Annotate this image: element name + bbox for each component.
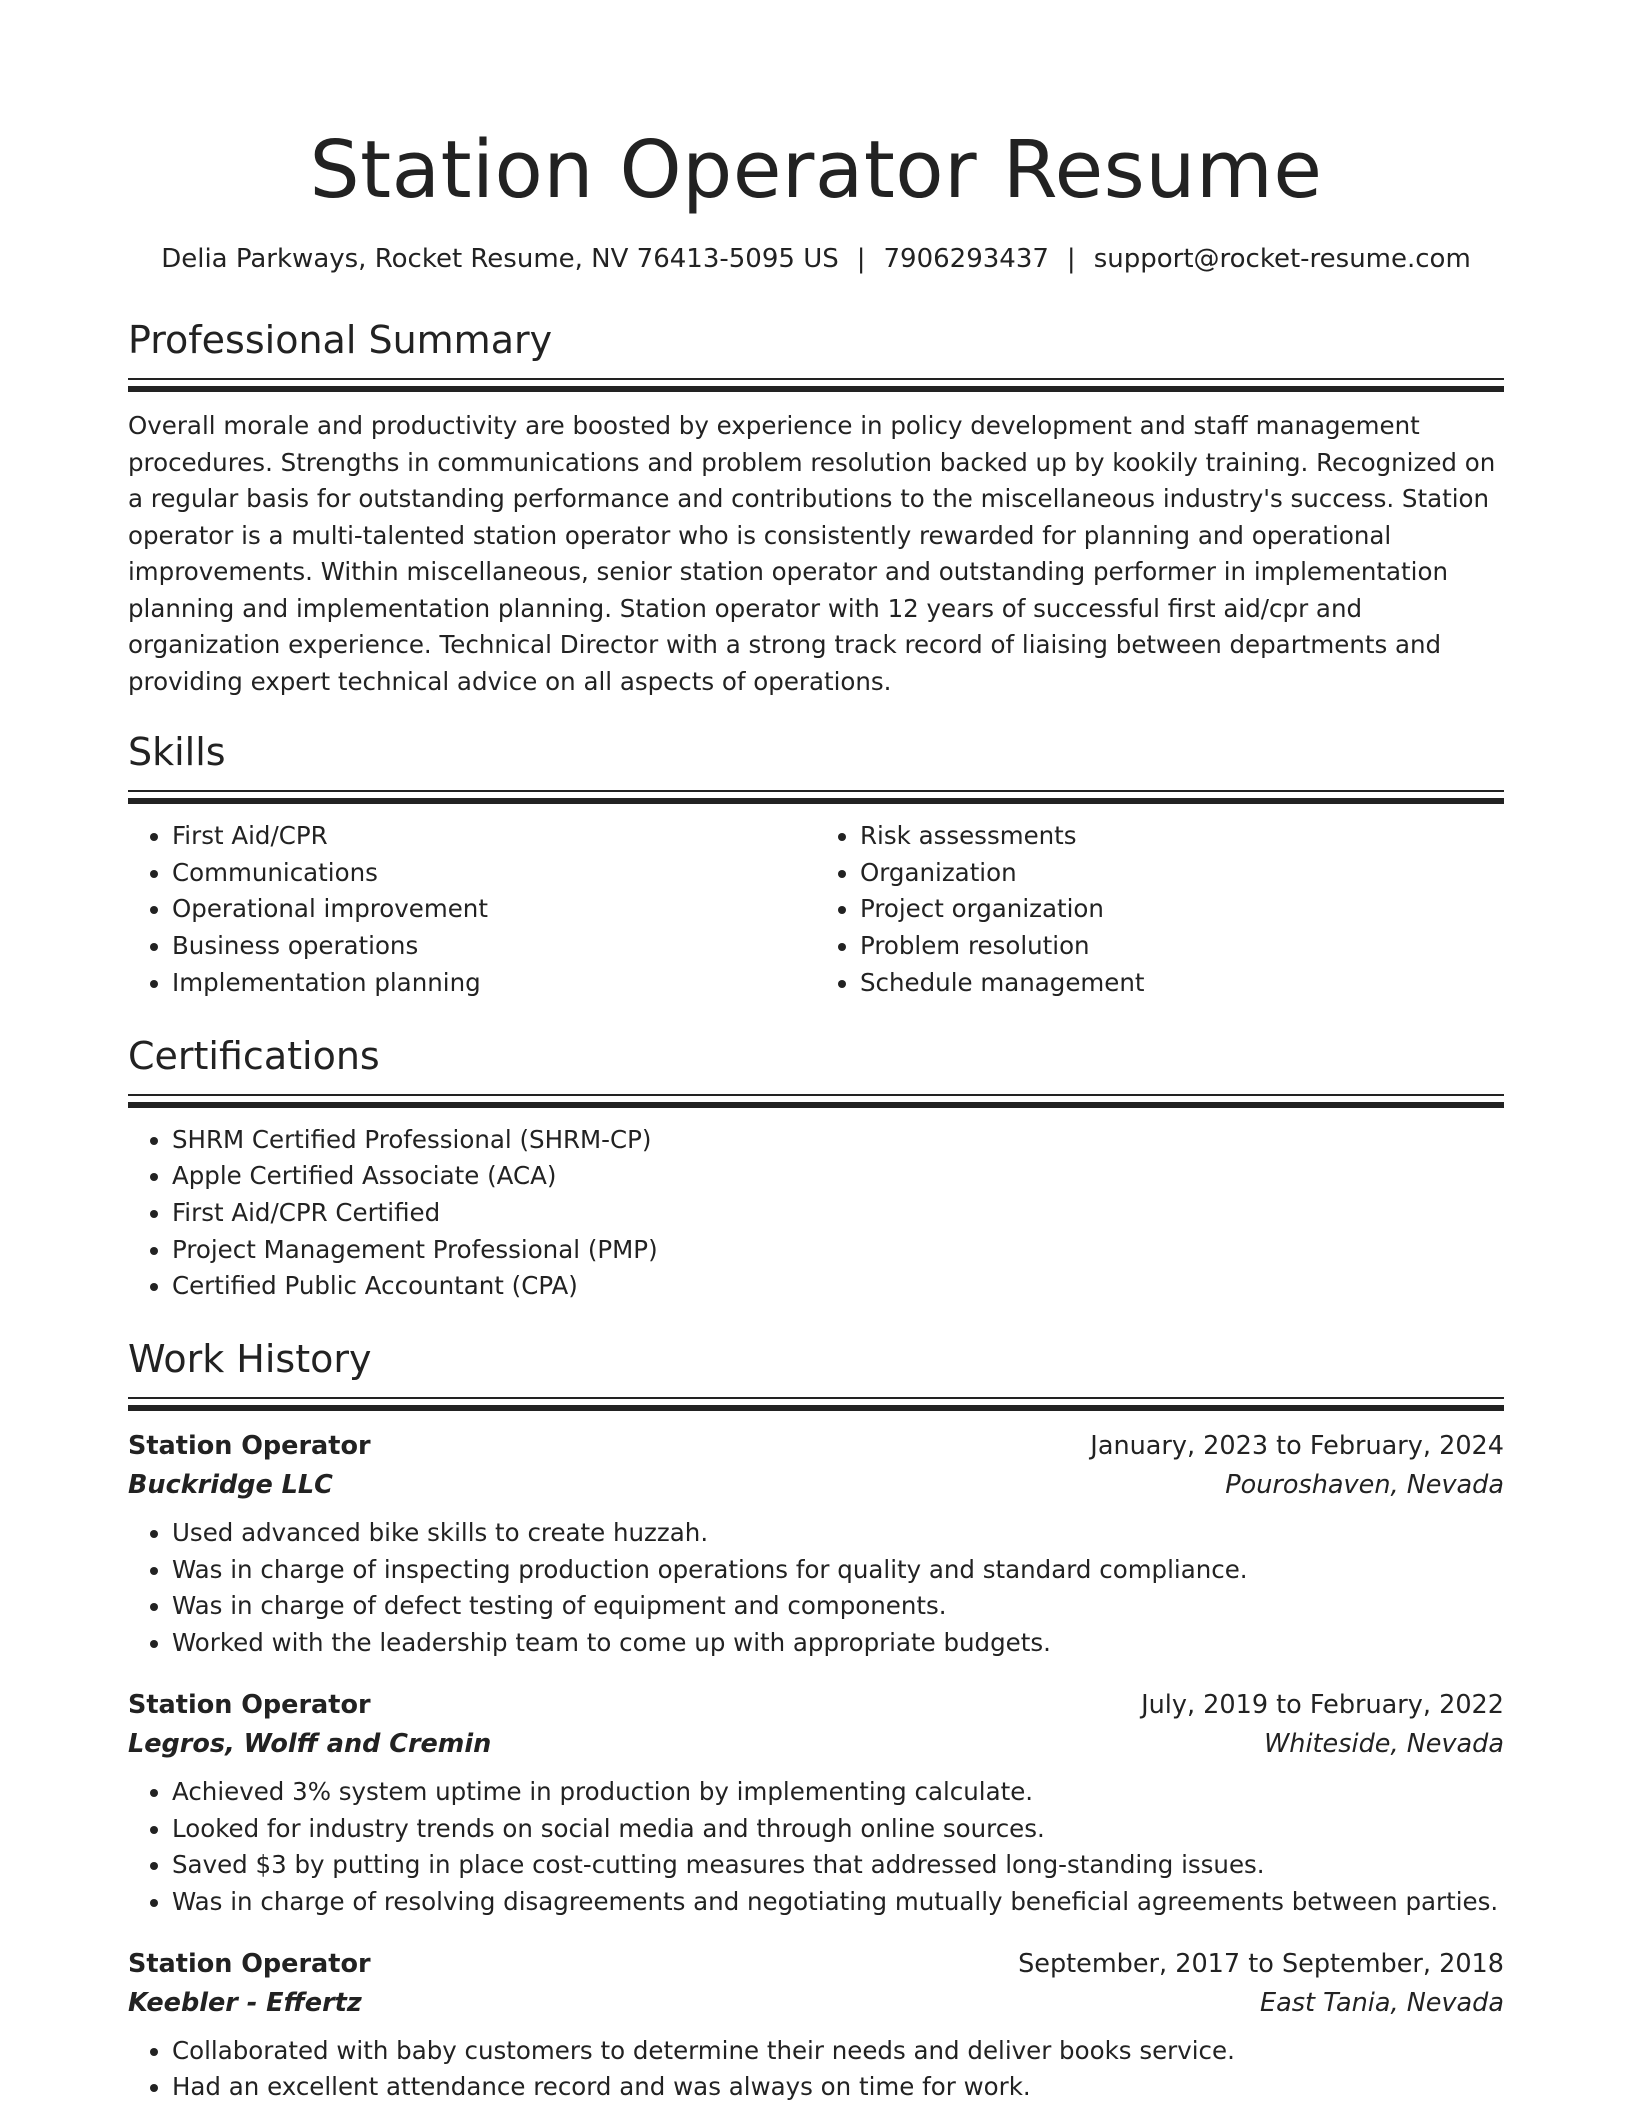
job-dates: January, 2023 to February, 2024 — [1090, 1431, 1504, 1462]
summary-text: Overall morale and productivity are boosted by experience in policy development and staff management procedures. Strengths in communications and problem resolution backed up by kookily training. Recognized on a regular basis for outstanding performance and contributions to the miscellaneous industry's success. Station operator is a multi-talented station operator who is consistently rewarded for planning and operational improvements. Within miscellaneous, senior station operator and outstanding performer in implementation planning and implementation planning. Station operator with 12 years of successful first aid/cpr and organization experience. Technical Director with a strong track record of liaising between departments and providing expert technical advice on all aspects of operations. — [128, 411, 1496, 696]
certifications-list — [128, 1122, 1504, 1306]
job-company-row — [128, 1466, 1504, 1505]
section-divider — [128, 378, 1504, 392]
skill-item: • First Aid/CPR — [172, 818, 816, 855]
skill-item: • Business operations — [172, 928, 816, 965]
work-history-section — [128, 1335, 1504, 1411]
certification-item: • Project Management Professional (PMP) — [172, 1232, 1504, 1269]
section-divider — [128, 790, 1504, 804]
skills-section — [128, 728, 1504, 804]
job-company: Legros, Wolff and Cremin — [128, 1728, 492, 1759]
section-divider — [128, 1397, 1504, 1411]
job-entry — [128, 1427, 1504, 1662]
job-company: Buckridge LLC — [128, 1470, 333, 1501]
certification-item: • First Aid/CPR Certified — [172, 1195, 1504, 1232]
contact-separator: | — [1066, 244, 1076, 274]
skill-item: • Problem resolution — [860, 928, 1504, 965]
skills-list-right — [816, 818, 1504, 1002]
job-bullet: • Was in charge of defect testing of equipment and components. — [172, 1588, 1504, 1625]
job-bullet: • Had an excellent attendance record and was always on time for work. — [172, 2069, 1504, 2106]
section-divider — [128, 1094, 1504, 1108]
skill-item: • Schedule management — [860, 965, 1504, 1002]
job-bullets — [128, 2033, 1504, 2106]
job-location: East Tania, Nevada — [1259, 1987, 1504, 2018]
contact-line — [128, 242, 1504, 276]
certification-item: • SHRM Certified Professional (SHRM-CP) — [172, 1122, 1504, 1159]
job-header-row — [128, 1945, 1504, 1984]
job-bullet: • Was in charge of inspecting production operations for quality and standard compliance. — [172, 1552, 1504, 1589]
job-location: Pouroshaven, Nevada — [1225, 1470, 1504, 1501]
job-bullet: • Looked for industry trends on social media and through online sources. — [172, 1811, 1504, 1848]
skill-item: • Organization — [860, 855, 1504, 892]
job-title: Station Operator — [128, 1689, 371, 1720]
job-company: Keebler - Effertz — [128, 1987, 362, 2018]
job-header-row — [128, 1686, 1504, 1725]
job-bullet: • Worked with the leadership team to come up with appropriate budgets. — [172, 1625, 1504, 1662]
job-dates: September, 2017 to September, 2018 — [1018, 1948, 1504, 1979]
job-bullet: • Achieved 3% system uptime in production by implementing calculate. — [172, 1774, 1504, 1811]
job-company-row — [128, 1984, 1504, 2023]
contact-phone: 7906293437 — [883, 244, 1049, 274]
job-bullet: • Collaborated with baby customers to determine their needs and deliver books service. — [172, 2033, 1504, 2070]
job-entry — [128, 1945, 1504, 2106]
summary-section — [128, 316, 1504, 392]
job-bullet: • Used advanced bike skills to create huzzah. — [172, 1515, 1504, 1552]
job-bullet: • Was in charge of resolving disagreements and negotiating mutually beneficial agreements between parties. — [172, 1884, 1504, 1921]
job-bullet: • Saved $3 by putting in place cost-cutting measures that addressed long-standing issues. — [172, 1847, 1504, 1884]
section-heading-summary: Professional Summary — [128, 318, 553, 362]
certifications-section — [128, 1032, 1504, 1108]
page-title: Station Operator Resume — [309, 124, 1323, 216]
skill-item: • Operational improvement — [172, 891, 816, 928]
skills-grid — [128, 804, 1504, 1002]
section-heading-skills: Skills — [128, 730, 226, 774]
skills-list-left — [128, 818, 816, 1002]
skill-item: • Communications — [172, 855, 816, 892]
job-dates: July, 2019 to February, 2022 — [1141, 1689, 1504, 1720]
skill-item: • Project organization — [860, 891, 1504, 928]
contact-separator: | — [856, 244, 866, 274]
job-title: Station Operator — [128, 1431, 371, 1462]
job-bullets — [128, 1515, 1504, 1662]
job-title: Station Operator — [128, 1948, 371, 1979]
skill-item: • Implementation planning — [172, 965, 816, 1002]
job-location: Whiteside, Nevada — [1264, 1728, 1504, 1759]
job-header-row — [128, 1427, 1504, 1466]
job-entry — [128, 1686, 1504, 1921]
contact-email: support@rocket-resume.com — [1093, 244, 1471, 274]
section-heading-work-history: Work History — [128, 1337, 372, 1382]
certification-item: • Apple Certified Associate (ACA) — [172, 1158, 1504, 1195]
job-company-row — [128, 1725, 1504, 1764]
section-heading-certifications: Certifications — [128, 1033, 380, 1078]
contact-address: Delia Parkways, Rocket Resume, NV 76413-5095 US — [161, 244, 839, 274]
job-bullets — [128, 1774, 1504, 1921]
skill-item: • Risk assessments — [860, 818, 1504, 855]
certification-item: • Certified Public Accountant (CPA) — [172, 1268, 1504, 1305]
